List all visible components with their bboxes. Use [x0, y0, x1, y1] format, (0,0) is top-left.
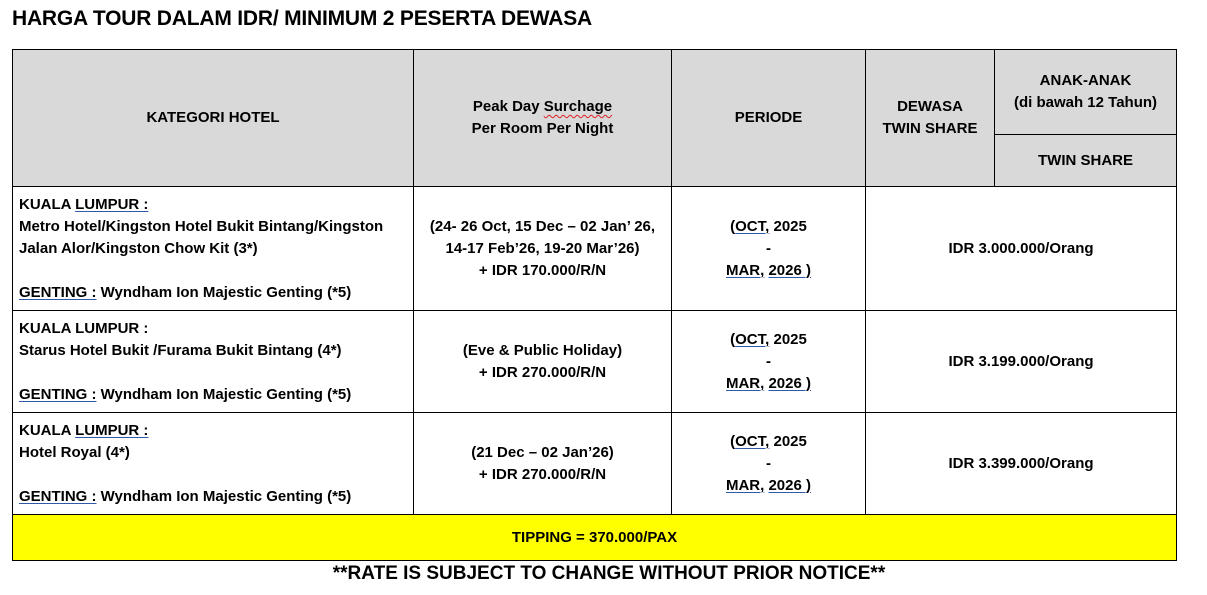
- table-row: [13, 311, 1177, 413]
- surcharge-cell: (21 Dec – 02 Jan’26) + IDR 270.000/R/N: [414, 413, 672, 515]
- city-label: KUALA LUMPUR :: [19, 195, 149, 213]
- hotel-line: Starus Hotel Bukit /Furama Bukit Bintang (4*): [19, 341, 342, 359]
- surcharge-cell: (24- 26 Oct, 15 Dec – 02 Jan’ 26, 14-17 Feb’26, 19-20 Mar’26) + IDR 170.000/R/N: [414, 187, 672, 311]
- hotel-line: Hotel Royal (4*): [19, 443, 130, 461]
- table-row: [13, 413, 1177, 515]
- spellcheck-word: Surchage: [543, 98, 613, 115]
- header-peak-surcharge: Peak Day Surchage Per Room Per Night: [414, 50, 672, 187]
- surcharge-cell: (Eve & Public Holiday) + IDR 270.000/R/N: [414, 311, 672, 413]
- price-cell: IDR 3.000.000/Orang: [866, 187, 1177, 311]
- hotel-line: Metro Hotel/Kingston Hotel Bukit Bintang/Kingston: [19, 217, 384, 235]
- price-cell: IDR 3.199.000/Orang: [866, 311, 1177, 413]
- genting-line: GENTING : Wyndham Ion Majestic Genting (*5): [19, 283, 352, 301]
- genting-line: GENTING : Wyndham Ion Majestic Genting (*5): [19, 385, 352, 403]
- tipping-cell: TIPPING = 370.000/PAX: [13, 515, 1177, 561]
- hotel-category-cell: [13, 311, 414, 413]
- header-dewasa-twin-share: DEWASA TWIN SHARE: [866, 50, 995, 187]
- hotel-category-cell: [13, 413, 414, 515]
- header-anak-anak: ANAK-ANAK (di bawah 12 Tahun): [995, 50, 1177, 135]
- city-label: KUALA LUMPUR :: [19, 319, 149, 337]
- rate-notice: **RATE IS SUBJECT TO CHANGE WITHOUT PRIOR NOTICE**: [332, 563, 886, 584]
- page-title: HARGA TOUR DALAM IDR/ MINIMUM 2 PESERTA DEWASA: [12, 7, 592, 30]
- period-cell: (OCT, 2025 - MAR, 2026 ): [672, 311, 866, 413]
- hotel-category-cell: [13, 187, 414, 311]
- table-row: [13, 187, 1177, 311]
- hotel-line: Jalan Alor/Kingston Chow Kit (3*): [19, 239, 258, 257]
- city-label: KUALA LUMPUR :: [19, 421, 149, 439]
- price-table: [12, 49, 1177, 561]
- period-cell: (OCT, 2025 - MAR, 2026 ): [672, 413, 866, 515]
- price-cell: IDR 3.399.000/Orang: [866, 413, 1177, 515]
- header-row: [13, 50, 1177, 135]
- header-anak-twin-share: TWIN SHARE: [995, 135, 1177, 187]
- period-cell: (OCT, 2025 - MAR, 2026 ): [672, 187, 866, 311]
- header-periode: PERIODE: [672, 50, 866, 187]
- tipping-row: [13, 515, 1177, 561]
- genting-line: GENTING : Wyndham Ion Majestic Genting (*5): [19, 487, 352, 505]
- header-kategori-hotel: KATEGORI HOTEL: [13, 50, 414, 187]
